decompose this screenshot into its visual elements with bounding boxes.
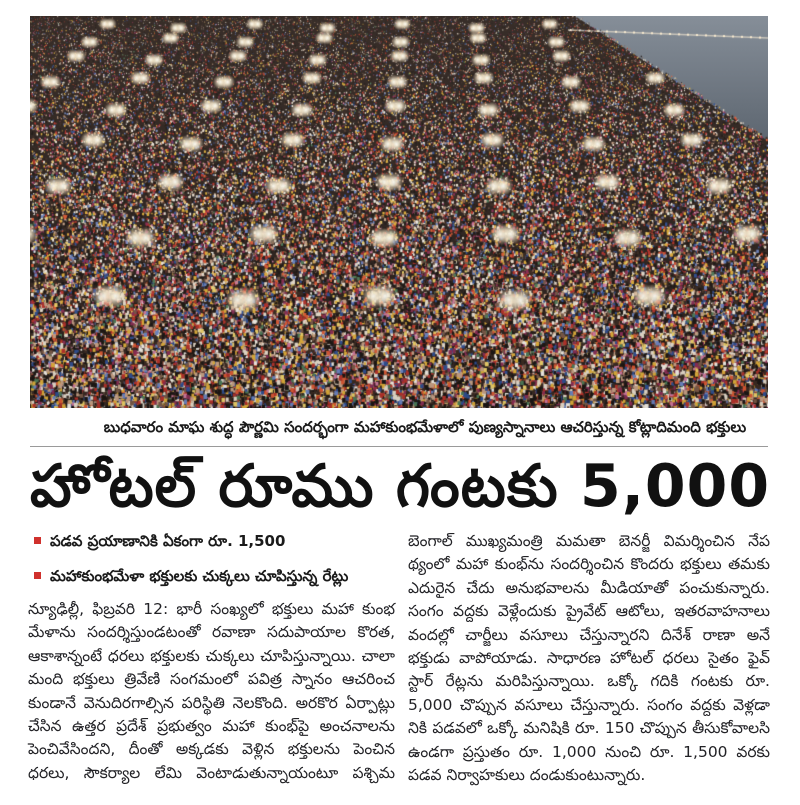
photo-caption-text: బుధవారం మాఘ శుద్ధ పౌర్ణమి సందర్భంగా మహాకుంభమేళాలో పుణ్యస్నానాలు ఆచరిస్తున్న కోట్లాదిమంది భక్తులు: [103, 418, 747, 436]
body-line-text: 5,000 చొప్పున వసూలు చేస్తున్నారు. సంగం వద్దకు వెళ్లడా: [408, 695, 770, 714]
body-line: [28, 645, 395, 668]
body-line: [28, 621, 395, 644]
body-line: [408, 647, 770, 670]
body-column-right: [408, 530, 770, 787]
headline-text: హోటల్ రూము గంటకు 5,000: [30, 452, 771, 520]
body-column-left: [28, 598, 395, 785]
bullet-square-icon: [34, 572, 41, 579]
bullet-text: పడవ ప్రయాణానికి ఏకంగా రూ. 1,500: [50, 532, 286, 550]
body-line-text: నికి పడవలో ఒక్కో మనిషికి రూ. 150 చొప్పున తీసుకోవాలసి: [408, 719, 770, 738]
body-line-text: ధరలు, సౌకర్యాల లేమి వెంటాడుతున్నాయంటూ పశ్చిమ: [28, 763, 395, 782]
body-line-text: సంగం వద్దకు వెళ్లేందుకు ప్రైవేట్ ఆటోలు, ఇతరవాహనాలు: [408, 602, 770, 621]
body-line: [408, 694, 770, 717]
body-line-text: మంది భక్తులు త్రివేణి సంగమంలో పవిత్ర స్నానం ఆచరించ: [28, 670, 395, 689]
body-line-text: ఆకాశాన్నంటే ధరలు భక్తులకు చుక్కలు చూపిస్తున్నాయి. చాలా: [28, 646, 395, 665]
body-line: [408, 600, 770, 623]
body-line: [408, 530, 770, 553]
body-line-text: స్టార్ రేట్లను మరిపిస్తున్నాయి. ఒక్కో గదికి గంటకు రూ.: [408, 672, 770, 691]
body-line: [408, 670, 770, 693]
body-line: [408, 764, 770, 787]
body-line-text: పడవ నిర్వాహకులు దండుకుంటున్నారు.: [408, 765, 646, 784]
body-line: [408, 717, 770, 740]
body-line-text: చేసిన ఉత్తర ప్రదేశ్ ప్రభుత్వం మహా కుంభ్‌పై అంచనాలను: [28, 716, 395, 735]
body-line-text: థ్యంలో మహా కుంభ్‌ను సందర్శించిన కొందరు భక్తులు తమకు: [408, 555, 770, 574]
headline: [30, 452, 770, 520]
body-line: [28, 738, 395, 761]
body-line-text: భక్తుడు వాపోయాడు. సాధారణ హోటల్ ధరలు సైతం ఫైవ్: [408, 648, 770, 667]
caption-divider: [30, 446, 768, 447]
body-line: [408, 553, 770, 576]
body-line: [28, 598, 395, 621]
crowd-photo: [30, 16, 768, 408]
body-line-text: న్యూఢిల్లీ, ఫిబ్రవరి 12: భారీ సంఖ్యలో భక్తులు మహా కుంభ: [28, 600, 395, 618]
photo-caption: [30, 412, 768, 442]
body-line: [408, 577, 770, 600]
bullet-item: [30, 563, 395, 589]
bullet-item: [30, 528, 395, 554]
body-line-text: కుండానే వెనుదిరగాల్సిన పరిస్థితి నెలకొంది. అరకొర ఏర్పాట్లు: [28, 693, 395, 712]
body-line: [28, 762, 395, 785]
body-line-text: ఎదురైన చేదు అనుభవాలను మీడియాతో పంచుకున్నారు.: [408, 578, 770, 597]
body-line: [28, 668, 395, 691]
body-line-text: ఉండగా ప్రస్తుతం రూ. 1,000 నుంచి రూ. 1,500 వరకు: [408, 742, 770, 761]
body-line: [408, 624, 770, 647]
body-line-text: వందల్లో చార్జీలు వసూలు చేస్తున్నారని దినేశ్ రాణా అనే: [408, 625, 770, 644]
body-line-text: బెంగాల్ ముఖ్యమంత్రి మమతా బెనర్జీ విమర్శించిన నేప: [408, 532, 770, 550]
body-line-text: మేళాను సందర్శిస్తుండటంతో రవాణా సదుపాయాల కొరత,: [28, 623, 395, 642]
bullet-text: మహాకుంభమేళా భక్తులకు చుక్కలు చూపిస్తున్న రేట్లు: [50, 567, 349, 585]
body-line-text: పెంచివేసిందని, దీంతో అక్కడకు వెళ్లిన భక్తులను పెంచిన: [28, 740, 395, 759]
bullet-square-icon: [34, 537, 41, 544]
body-line: [408, 741, 770, 764]
body-line: [28, 715, 395, 738]
body-line: [28, 692, 395, 715]
